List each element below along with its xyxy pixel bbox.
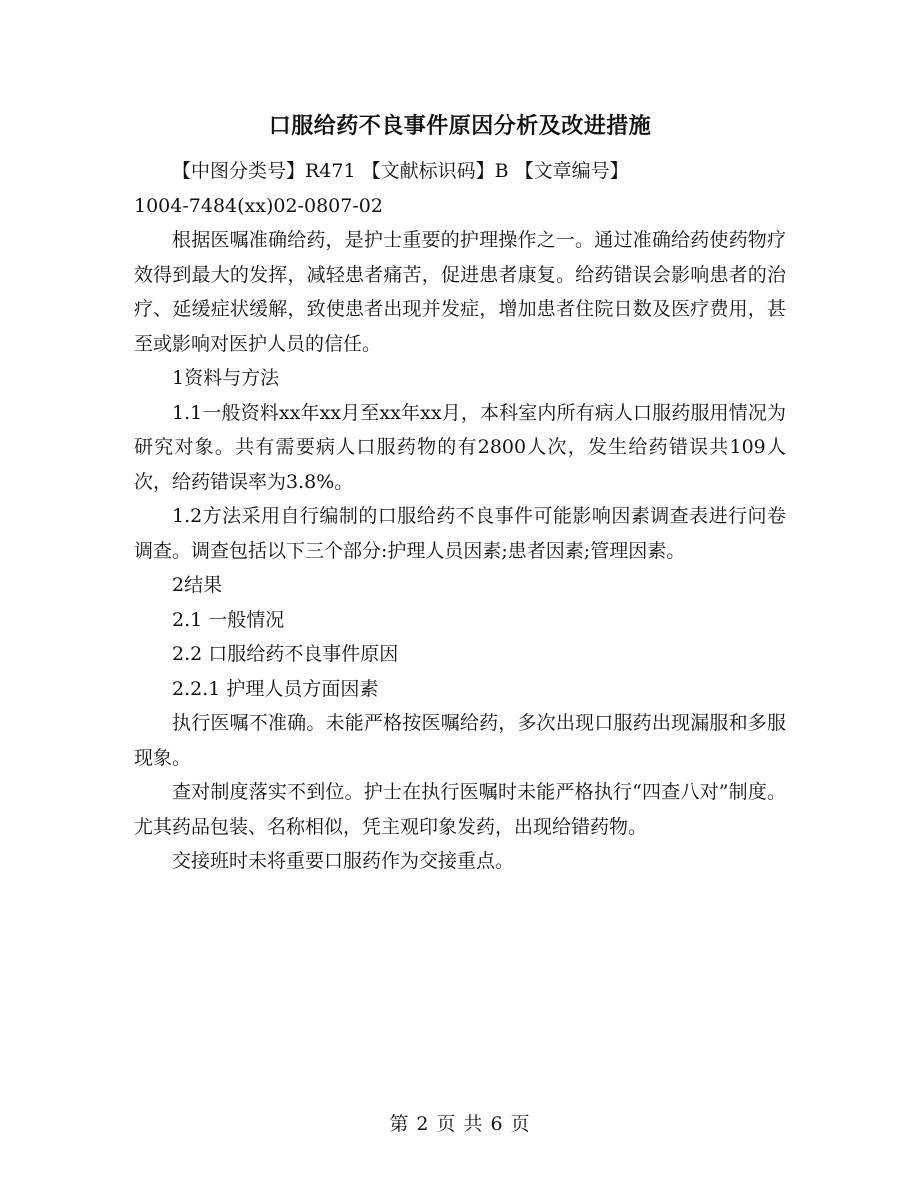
handover-paragraph: 交接班时未将重要口服药作为交接重点。 xyxy=(172,850,515,872)
verification-system-paragraph: 查对制度落实不到位。护士在执行医嘱时未能严格执行“四查八对”制度。尤其药品包装、名称相似，凭主观印象发药，出现给错药物。 xyxy=(134,781,786,838)
subheading-general-situation: 2.1 一般情况 xyxy=(172,608,285,631)
article-number-line: 1004-7484(xx)02-0807-02 xyxy=(134,194,383,217)
methods-paragraph: 1.2方法采用自行编制的口服给药不良事件可能影响因素调查表进行问卷调查。调查包括以下三个部分:护理人员因素;患者因素;管理因素。 xyxy=(134,505,786,562)
page-number-footer: 第 2 页 共 6 页 xyxy=(389,1113,531,1135)
inaccurate-orders-paragraph: 执行医嘱不准确。未能严格按医嘱给药，多次出现口服药出现漏服和多服现象。 xyxy=(134,712,786,769)
section-heading-results: 2结果 xyxy=(172,574,223,596)
subheading-adverse-event-causes: 2.2 口服给药不良事件原因 xyxy=(172,643,399,665)
classification-line: 【中图分类号】R471 【文献标识码】B 【文章编号】 xyxy=(172,160,629,182)
document-body xyxy=(134,154,786,879)
subheading-nursing-staff-factors: 2.2.1 护理人员方面因素 xyxy=(172,677,379,700)
section-heading-materials-methods: 1资料与方法 xyxy=(172,367,280,389)
document-title: 口服给药不良事件原因分析及改进措施 xyxy=(268,113,652,139)
general-data-paragraph: 1.1一般资料xx年xx月至xx年xx月，本科室内所有病人口服药服用情况为研究对象。共有需要病人口服药物的有2800人次，发生给药错误共109人次，给药错误率为3.8%。 xyxy=(134,401,786,493)
intro-paragraph: 根据医嘱准确给药，是护士重要的护理操作之一。通过准确给药使药物疗效得到最大的发挥，减轻患者痛苦，促进患者康复。给药错误会影响患者的治疗、延缓症状缓解，致使患者出现并发症，增加患者住院日数及医疗费用，甚至或影响对医护人员的信任。 xyxy=(134,229,786,355)
